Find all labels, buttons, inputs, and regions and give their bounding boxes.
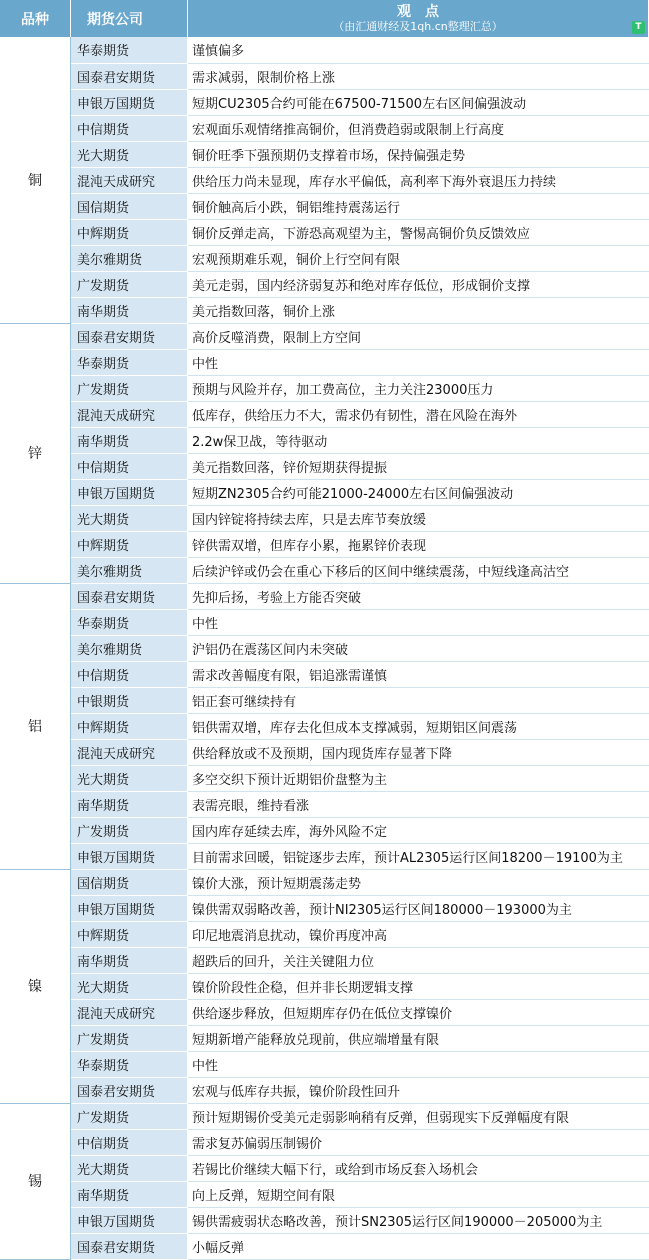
- company-cell: 国泰君安期货: [71, 1077, 188, 1103]
- view-cell: 国内库存延续去库，海外风险不定: [188, 817, 649, 843]
- company-cell: 广发期货: [71, 1103, 188, 1129]
- view-cell: 高价反噬消费，限制上方空间: [188, 323, 649, 349]
- view-cell: 预期与风险并存，加工费高位，主力关注23000压力: [188, 375, 649, 401]
- view-cell: 锌供需双增，但库存小累，拖累锌价表现: [188, 531, 649, 557]
- company-cell: 国泰君安期货: [71, 583, 188, 609]
- view-cell: 供给逐步释放，但短期库存仍在低位支撑镍价: [188, 999, 649, 1025]
- table-row: [0, 401, 649, 427]
- header-view-title: 观 点: [397, 4, 439, 20]
- company-cell: 南华期货: [71, 791, 188, 817]
- table-body: [0, 37, 649, 1259]
- table-row: [0, 375, 649, 401]
- table-row: [0, 869, 649, 895]
- company-cell: 申银万国期货: [71, 843, 188, 869]
- company-cell: 光大期货: [71, 1155, 188, 1181]
- company-cell: 中辉期货: [71, 219, 188, 245]
- company-cell: 中信期货: [71, 453, 188, 479]
- table-row: [0, 687, 649, 713]
- view-cell: 表需亮眼，维持看涨: [188, 791, 649, 817]
- company-cell: 混沌天成研究: [71, 167, 188, 193]
- table-row: [0, 1051, 649, 1077]
- view-cell: 中性: [188, 609, 649, 635]
- table-row: [0, 531, 649, 557]
- table-row: [0, 427, 649, 453]
- table-row: [0, 89, 649, 115]
- view-cell: 需求复苏偏弱压制锡价: [188, 1129, 649, 1155]
- company-cell: 广发期货: [71, 375, 188, 401]
- table-row: [0, 557, 649, 583]
- company-cell: 混沌天成研究: [71, 739, 188, 765]
- company-cell: 中信期货: [71, 661, 188, 687]
- table-row: [0, 999, 649, 1025]
- company-cell: 光大期货: [71, 765, 188, 791]
- table-row: [0, 453, 649, 479]
- view-cell: 超跌后的回升，关注关键阻力位: [188, 947, 649, 973]
- header-view-subtitle: （由汇通财经及1qh.cn整理汇总）: [333, 20, 503, 33]
- table-row: [0, 1207, 649, 1233]
- view-cell: 中性: [188, 349, 649, 375]
- view-cell: 低库存，供给压力不大，需求仍有韧性，潜在风险在海外: [188, 401, 649, 427]
- table-row: [0, 921, 649, 947]
- company-cell: 申银万国期货: [71, 1207, 188, 1233]
- company-cell: 美尔雅期货: [71, 557, 188, 583]
- table-row: [0, 1181, 649, 1207]
- company-cell: 华泰期货: [71, 349, 188, 375]
- table-row: [0, 245, 649, 271]
- view-cell: 铜价触高后小跌，铜铝维持震荡运行: [188, 193, 649, 219]
- company-cell: 国泰君安期货: [71, 1233, 188, 1259]
- company-cell: 广发期货: [71, 271, 188, 297]
- header-variety: 品种: [0, 0, 71, 37]
- company-cell: 申银万国期货: [71, 479, 188, 505]
- view-cell: 国内锌锭将持续去库，只是去库节奏放缓: [188, 505, 649, 531]
- view-cell: 先抑后扬，考验上方能否突破: [188, 583, 649, 609]
- table-row: [0, 947, 649, 973]
- company-cell: 国泰君安期货: [71, 323, 188, 349]
- table-row: [0, 63, 649, 89]
- company-cell: 中辉期货: [71, 921, 188, 947]
- source-logo-icon: T: [632, 21, 645, 34]
- company-cell: 混沌天成研究: [71, 999, 188, 1025]
- view-cell: 目前需求回暖，铝锭逐步去库，预计AL2305运行区间18200－19100为主: [188, 843, 649, 869]
- company-cell: 光大期货: [71, 141, 188, 167]
- company-cell: 广发期货: [71, 817, 188, 843]
- company-cell: 华泰期货: [71, 609, 188, 635]
- company-cell: 国信期货: [71, 193, 188, 219]
- view-cell: 镍供需双弱略改善，预计NI2305运行区间180000－193000为主: [188, 895, 649, 921]
- view-cell: 短期CU2305合约可能在67500-71500左右区间偏强波动: [188, 89, 649, 115]
- header-view: [188, 0, 649, 37]
- table-row: [0, 141, 649, 167]
- company-cell: 美尔雅期货: [71, 245, 188, 271]
- company-cell: 混沌天成研究: [71, 401, 188, 427]
- view-cell: 供给释放或不及预期，国内现货库存显著下降: [188, 739, 649, 765]
- table-row: [0, 739, 649, 765]
- table-row: [0, 635, 649, 661]
- view-cell: 谨慎偏多: [188, 37, 649, 63]
- table-row: [0, 791, 649, 817]
- company-cell: 中信期货: [71, 115, 188, 141]
- view-cell: 后续沪锌或仍会在重心下移后的区间中继续震荡，中短线逢高沽空: [188, 557, 649, 583]
- company-cell: 光大期货: [71, 973, 188, 999]
- company-cell: 中银期货: [71, 687, 188, 713]
- view-cell: 镍价阶段性企稳，但并非长期逻辑支撑: [188, 973, 649, 999]
- view-cell: 需求减弱，限制价格上涨: [188, 63, 649, 89]
- table-row: [0, 219, 649, 245]
- table-row: [0, 1077, 649, 1103]
- table-row: [0, 895, 649, 921]
- company-cell: 中辉期货: [71, 531, 188, 557]
- view-cell: 美元指数回落，锌价短期获得提振: [188, 453, 649, 479]
- view-cell: 向上反弹，短期空间有限: [188, 1181, 649, 1207]
- table-row: [0, 115, 649, 141]
- view-cell: 宏观面乐观情绪推高铜价，但消费趋弱或限制上行高度: [188, 115, 649, 141]
- company-cell: 广发期货: [71, 1025, 188, 1051]
- table-row: [0, 271, 649, 297]
- variety-cell: 锌: [0, 323, 71, 583]
- variety-cell: 镍: [0, 869, 71, 1103]
- table-row: [0, 713, 649, 739]
- table-row: [0, 1155, 649, 1181]
- table-row: [0, 661, 649, 687]
- view-cell: 美元指数回落，铜价上涨: [188, 297, 649, 323]
- company-cell: 光大期货: [71, 505, 188, 531]
- view-cell: 若锡比价继续大幅下行，或给到市场反套入场机会: [188, 1155, 649, 1181]
- variety-cell: 铜: [0, 37, 71, 323]
- view-cell: 多空交织下预计近期铝价盘整为主: [188, 765, 649, 791]
- variety-cell: 铝: [0, 583, 71, 869]
- table-row: [0, 1129, 649, 1155]
- table-row: [0, 1025, 649, 1051]
- view-cell: 短期新增产能释放兑现前，供应端增量有限: [188, 1025, 649, 1051]
- table-row: [0, 479, 649, 505]
- company-cell: 申银万国期货: [71, 89, 188, 115]
- table-row: [0, 349, 649, 375]
- view-cell: 铜价反弹走高，下游恐高观望为主，警惕高铜价负反馈效应: [188, 219, 649, 245]
- view-cell: 铝供需双增，库存去化但成本支撑减弱，短期铝区间震荡: [188, 713, 649, 739]
- view-cell: 铜价旺季下强预期仍支撑着市场，保持偏强走势: [188, 141, 649, 167]
- view-cell: 2.2w保卫战，等待驱动: [188, 427, 649, 453]
- view-cell: 需求改善幅度有限，铝追涨需谨慎: [188, 661, 649, 687]
- view-cell: 印尼地震消息扰动，镍价再度冲高: [188, 921, 649, 947]
- table-row: [0, 843, 649, 869]
- company-cell: 国泰君安期货: [71, 63, 188, 89]
- table-row: [0, 765, 649, 791]
- table-row: [0, 505, 649, 531]
- header-row: [0, 0, 649, 37]
- table-row: [0, 583, 649, 609]
- company-cell: 华泰期货: [71, 1051, 188, 1077]
- view-cell: 供给压力尚未显现，库存水平偏低，高利率下海外衰退压力持续: [188, 167, 649, 193]
- table-row: [0, 37, 649, 63]
- view-cell: 宏观与低库存共振，镍价阶段性回升: [188, 1077, 649, 1103]
- view-cell: 宏观预期难乐观，铜价上行空间有限: [188, 245, 649, 271]
- company-cell: 国信期货: [71, 869, 188, 895]
- variety-cell: 锡: [0, 1103, 71, 1259]
- table-row: [0, 1103, 649, 1129]
- view-cell: 中性: [188, 1051, 649, 1077]
- company-cell: 美尔雅期货: [71, 635, 188, 661]
- view-cell: 短期ZN2305合约可能21000-24000左右区间偏强波动: [188, 479, 649, 505]
- company-cell: 申银万国期货: [71, 895, 188, 921]
- company-cell: 南华期货: [71, 427, 188, 453]
- company-cell: 中辉期货: [71, 713, 188, 739]
- table-row: [0, 297, 649, 323]
- company-cell: 南华期货: [71, 1181, 188, 1207]
- company-cell: 中信期货: [71, 1129, 188, 1155]
- view-cell: 小幅反弹: [188, 1233, 649, 1259]
- company-cell: 南华期货: [71, 297, 188, 323]
- view-cell: 镍价大涨，预计短期震荡走势: [188, 869, 649, 895]
- table-row: [0, 973, 649, 999]
- table-row: [0, 817, 649, 843]
- header-company: 期货公司: [71, 0, 188, 37]
- table-row: [0, 1233, 649, 1259]
- view-cell: 美元走弱，国内经济弱复苏和绝对库存低位，形成铜价支撑: [188, 271, 649, 297]
- view-cell: 铝正套可继续持有: [188, 687, 649, 713]
- view-cell: 预计短期锡价受美元走弱影响稍有反弹，但弱现实下反弹幅度有限: [188, 1103, 649, 1129]
- table-row: [0, 167, 649, 193]
- view-cell: 锡供需疲弱状态略改善，预计SN2305运行区间190000－205000为主: [188, 1207, 649, 1233]
- table-row: [0, 609, 649, 635]
- view-cell: 沪铝仍在震荡区间内未突破: [188, 635, 649, 661]
- table-row: [0, 193, 649, 219]
- company-cell: 南华期货: [71, 947, 188, 973]
- table-row: [0, 323, 649, 349]
- company-cell: 华泰期货: [71, 37, 188, 63]
